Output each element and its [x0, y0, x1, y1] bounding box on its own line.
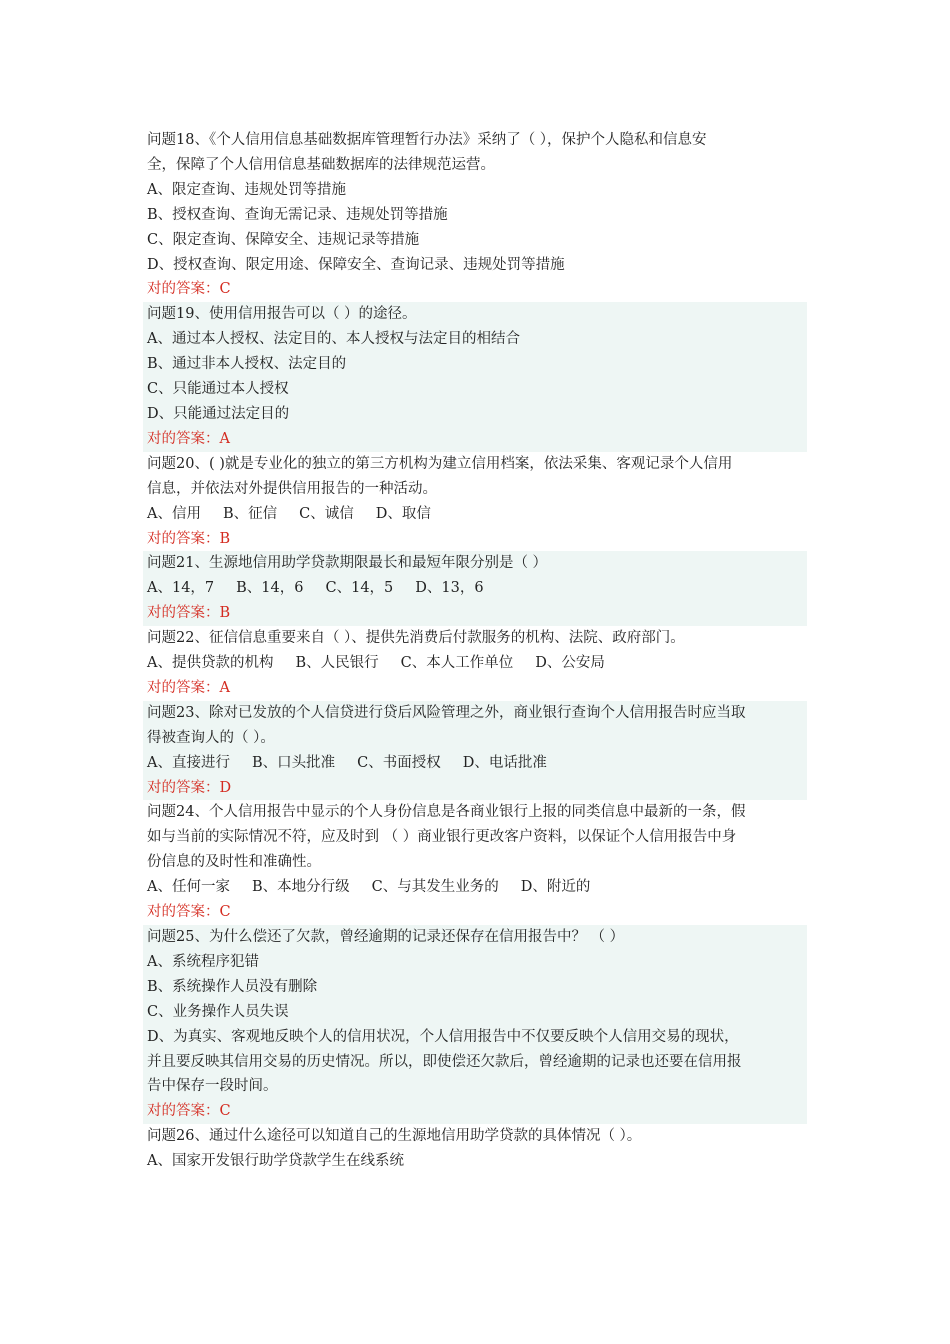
- question-stem: 问题19、使用信用报告可以（ ）的途径。: [147, 306, 417, 323]
- option-d: D、取信: [375, 505, 431, 522]
- option-b: B、征信: [222, 505, 278, 522]
- question-23: [143, 701, 807, 801]
- question-25: [143, 925, 807, 1124]
- option-c: C、本人工作单位: [400, 655, 514, 672]
- option-d: D、附近的: [520, 879, 591, 896]
- question-19: [143, 302, 807, 451]
- option-a: A、国家开发银行助学贷款学生在线系统: [147, 1153, 404, 1170]
- question-18: [143, 128, 807, 302]
- option-a: A、任何一家: [147, 879, 230, 896]
- option-c: C、业务操作人员失误: [147, 1003, 289, 1020]
- correct-answer: 对的答案：A: [147, 679, 230, 696]
- option-d: D、公安局: [535, 655, 605, 672]
- option-a: A、通过本人授权、法定目的、本人授权与法定目的相结合: [147, 331, 520, 348]
- option-c: C、只能通过本人授权: [147, 381, 289, 398]
- option-c: C、14，5: [325, 580, 394, 597]
- question-stem: 问题25、为什么偿还了欠款，曾经逾期的记录还保存在信用报告中？ （ ）: [147, 929, 625, 945]
- question-22: [143, 626, 807, 701]
- options-row: [147, 502, 803, 527]
- options-row: [147, 651, 803, 676]
- option-c: C、与其发生业务的: [371, 879, 499, 896]
- option-b: B、系统操作人员没有删除: [147, 978, 318, 995]
- question-26: [143, 1124, 807, 1174]
- options-row: [147, 751, 803, 776]
- question-21: [143, 551, 807, 626]
- question-stem: 问题20、( )就是专业化的独立的第三方机构为建立信用档案，依法采集、客观记录个人信用: [147, 455, 733, 472]
- correct-answer: 对的答案：C: [147, 904, 231, 921]
- question-stem: 问题24、个人信用报告中显示的个人身份信息是各商业银行上报的同类信息中最新的一条，假: [147, 804, 746, 821]
- question-stem: 问题26、通过什么途径可以知道自己的生源地信用助学贷款的具体情况（ ）。: [147, 1128, 642, 1145]
- option-d: D、只能通过法定目的: [147, 405, 290, 422]
- options-row: [147, 576, 803, 601]
- question-stem: 份信息的及时性和准确性。: [147, 854, 321, 871]
- options-row: [147, 875, 803, 900]
- option-a: A、提供贷款的机构: [147, 655, 274, 672]
- option-d: D、授权查询、限定用途、保障安全、查询记录、违规处罚等措施: [147, 256, 565, 273]
- option-a: A、限定查询、违规处罚等措施: [147, 181, 346, 198]
- correct-answer: 对的答案：B: [147, 530, 231, 547]
- question-stem: 信息，并依法对外提供信用报告的一种活动。: [147, 480, 437, 497]
- option-a: A、直接进行: [147, 754, 230, 771]
- option-b: B、授权查询、查询无需记录、违规处罚等措施: [147, 206, 448, 223]
- option-b: B、本地分行级: [251, 879, 350, 896]
- correct-answer: 对的答案：C: [147, 1103, 231, 1120]
- question-list: [143, 128, 807, 1174]
- option-b: B、通过非本人授权、法定目的: [147, 356, 347, 373]
- option-b: B、14，6: [236, 580, 304, 597]
- question-stem: 问题23、除对已发放的个人信贷进行贷后风险管理之外，商业银行查询个人信用报告时应当取: [147, 704, 746, 721]
- option-d: D、电话批准: [462, 754, 547, 771]
- option-d: D、13，6: [415, 580, 484, 597]
- question-20: [143, 452, 807, 552]
- question-24: [143, 800, 807, 925]
- option-b: B、人民银行: [295, 655, 379, 672]
- option-c: C、诚信: [299, 505, 354, 522]
- question-stem: 如与当前的实际情况不符，应及时到 （ ）商业银行更改客户资料，以保证个人信用报告中身: [147, 829, 737, 846]
- option-b: B、口头批准: [251, 754, 336, 771]
- option-c: C、限定查询、保障安全、违规记录等措施: [147, 231, 420, 248]
- correct-answer: 对的答案：D: [147, 779, 232, 796]
- correct-answer: 对的答案：B: [147, 605, 231, 622]
- question-stem: 得被查询人的（ ）。: [147, 729, 275, 746]
- option-c: C、书面授权: [357, 754, 441, 771]
- option-a: A、系统程序犯错: [147, 953, 259, 970]
- question-stem: 问题22、征信信息重要来自（ ）、提供先消费后付款服务的机构、法院、政府部门。: [147, 630, 685, 647]
- option-a: A、14，7: [147, 580, 215, 597]
- question-stem: 全，保障了个人信用信息基础数据库的法律规范运营。: [147, 156, 495, 173]
- option-d-continued: 告中保存一段时间。: [147, 1078, 278, 1095]
- option-a: A、信用: [147, 505, 201, 522]
- question-stem: 问题18、《个人信用信息基础数据库管理暂行办法》采纳了（ ），保护个人隐私和信息安: [147, 132, 707, 148]
- option-d-continued: 并且要反映其信用交易的历史情况。所以，即使偿还欠款后，曾经逾期的记录也还要在信用报: [147, 1053, 742, 1070]
- question-stem: 问题21、生源地信用助学贷款期限最长和最短年限分别是（ ）: [147, 555, 548, 572]
- correct-answer: 对的答案：C: [147, 281, 231, 298]
- correct-answer: 对的答案：A: [147, 430, 230, 447]
- option-d: D、为真实、客观地反映个人的信用状况，个人信用报告中不仅要反映个人信用交易的现状，: [147, 1028, 739, 1045]
